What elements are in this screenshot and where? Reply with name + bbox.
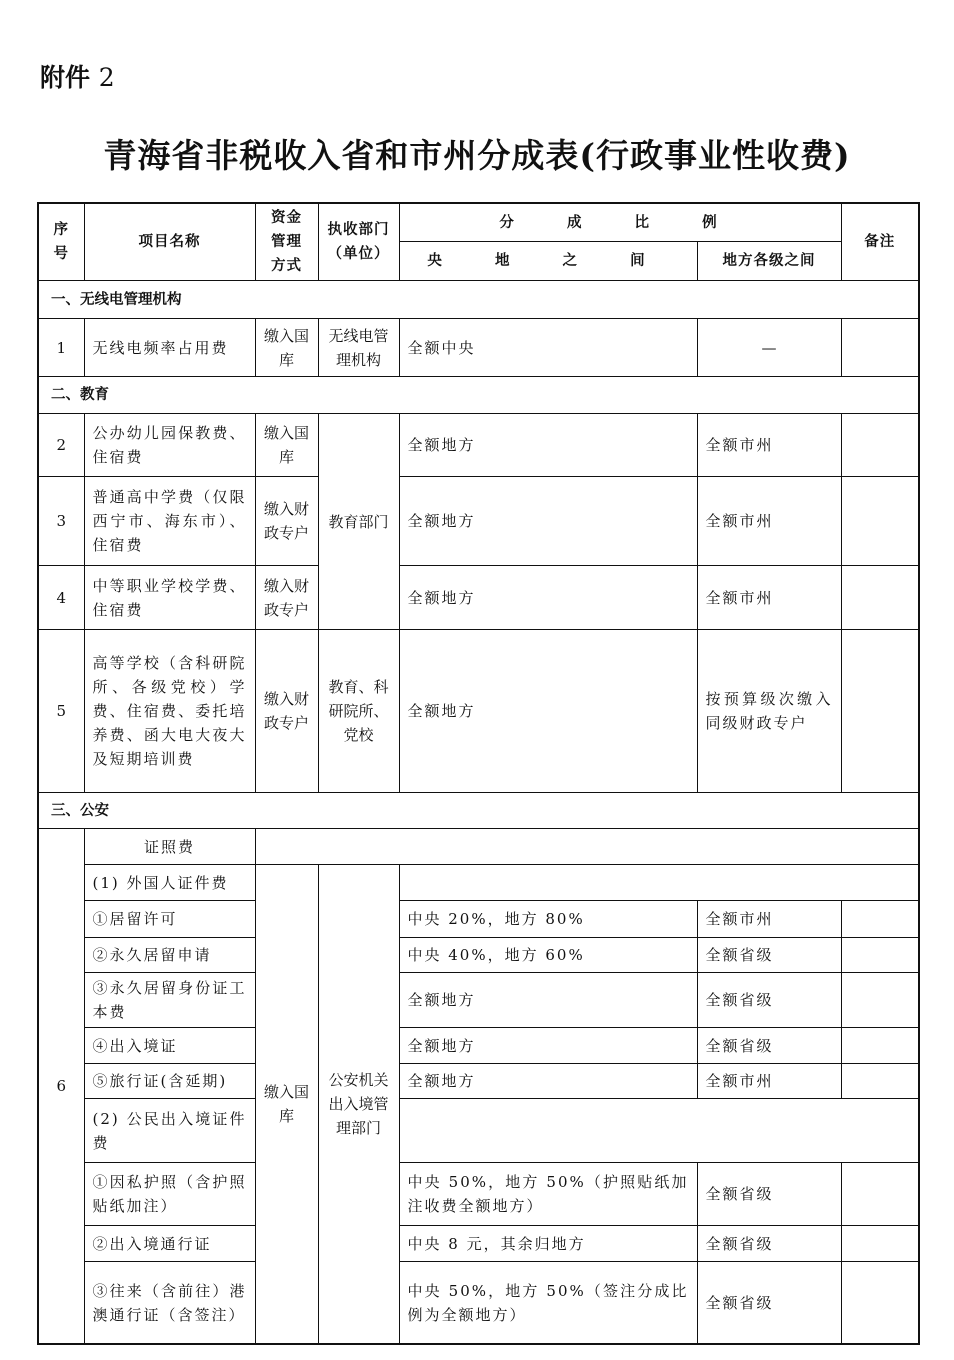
row-local: 全额省级 [697, 938, 841, 973]
row-central: 中央 8 元，其余归地方 [399, 1226, 697, 1262]
row-remark [841, 630, 919, 793]
row-seq: 6 [38, 829, 84, 1344]
header-fund-mgmt: 资金管理方式 [255, 203, 318, 281]
row-dept: 无线电管理机构 [318, 319, 399, 377]
table-row [38, 477, 919, 566]
row-local: 按预算级次缴入同级财政专户 [697, 630, 841, 793]
row-name: 证照费 [84, 829, 255, 865]
row-name: 中等职业学校学费、住宿费 [84, 566, 255, 630]
row-name: ⑤旅行证(含延期) [84, 1064, 255, 1099]
row-remark [841, 319, 919, 377]
row-remark [841, 414, 919, 477]
row-fund: 缴入财政专户 [255, 630, 318, 793]
row-local: 全额市州 [697, 477, 841, 566]
row-local: 全额省级 [697, 1262, 841, 1344]
row-name: ①因私护照（含护照贴纸加注） [84, 1163, 255, 1226]
row-local: 全额省级 [697, 1028, 841, 1064]
row-central: 全额地方 [399, 630, 697, 793]
row-central: 中央 20%，地方 80% [399, 901, 697, 938]
header-remark: 备注 [841, 203, 919, 281]
row-name: ②出入境通行证 [84, 1226, 255, 1262]
row-fund: 缴入国库 [255, 414, 318, 477]
table-row [38, 1099, 919, 1163]
row-empty [399, 1099, 919, 1163]
row-name: (2) 公民出入境证件费 [84, 1099, 255, 1163]
header-dept: 执收部门（单位） [318, 203, 399, 281]
header-item: 项目名称 [84, 203, 255, 281]
row-central: 全额地方 [399, 1028, 697, 1064]
row-central: 全额地方 [399, 973, 697, 1028]
table-row [38, 630, 919, 793]
row-remark [841, 566, 919, 630]
row-remark [841, 1262, 919, 1344]
row-local: 全额省级 [697, 1226, 841, 1262]
header-seq: 序号 [38, 203, 84, 281]
row-central: 全额地方 [399, 566, 697, 630]
row-name: 普通高中学费（仅限西宁市、海东市）、住宿费 [84, 477, 255, 566]
row-remark [841, 938, 919, 973]
table-row [38, 319, 919, 377]
row-seq: 2 [38, 414, 84, 477]
row-fund: 缴入财政专户 [255, 566, 318, 630]
row-name: ③永久居留身份证工本费 [84, 973, 255, 1028]
row-remark [841, 477, 919, 566]
table-row [38, 414, 919, 477]
row-local: 全额市州 [697, 901, 841, 938]
row-empty [255, 829, 919, 865]
row-local: 全额省级 [697, 1163, 841, 1226]
section-public-security: 三、公安 [38, 793, 919, 829]
row-seq: 4 [38, 566, 84, 630]
row-name: 高等学校（含科研院所、各级党校）学费、住宿费、委托培养费、函大电大夜大及短期培训费 [84, 630, 255, 793]
table-row [38, 1226, 919, 1262]
row-fund: 缴入财政专户 [255, 477, 318, 566]
row-remark [841, 1028, 919, 1064]
attachment-number: 2 [98, 63, 115, 92]
row-central: 全额地方 [399, 1064, 697, 1099]
row-central: 全额地方 [399, 414, 697, 477]
attachment-text: 附件 [40, 63, 91, 92]
row-name: 无线电频率占用费 [84, 319, 255, 377]
row-name: 公办幼儿园保教费、住宿费 [84, 414, 255, 477]
table-row [38, 938, 919, 973]
table-row [38, 901, 919, 938]
header-local-levels: 地方各级之间 [697, 242, 841, 281]
row-fund: 缴入国库 [255, 319, 318, 377]
row-empty [399, 865, 919, 901]
row-remark [841, 1064, 919, 1099]
header-central-local: 央 地 之 间 [399, 242, 697, 281]
table-row [38, 829, 919, 865]
table-row [38, 973, 919, 1028]
row-dept: 教育部门 [318, 414, 399, 630]
row-name: (1) 外国人证件费 [84, 865, 255, 901]
section-education: 二、教育 [38, 377, 919, 414]
attachment-label [40, 58, 115, 94]
row-seq: 5 [38, 630, 84, 793]
table-row [38, 566, 919, 630]
row-name: ②永久居留申请 [84, 938, 255, 973]
document-title: 青海省非税收入省和市州分成表(行政事业性收费) [103, 136, 851, 175]
row-local: 全额市州 [697, 414, 841, 477]
row-local: 全额市州 [697, 1064, 841, 1099]
row-central: 中央 50%，地方 50%（护照贴纸加注收费全额地方） [399, 1163, 697, 1226]
row-fund: 缴入国库 [255, 865, 318, 1344]
row-local: — [697, 319, 841, 377]
row-name: ③往来（含前往）港澳通行证（含签注） [84, 1262, 255, 1344]
section-radio: 一、无线电管理机构 [38, 281, 919, 319]
row-remark [841, 973, 919, 1028]
row-name: ①居留许可 [84, 901, 255, 938]
table-row [38, 1163, 919, 1226]
row-name: ④出入境证 [84, 1028, 255, 1064]
table-row [38, 1028, 919, 1064]
row-central: 全额中央 [399, 319, 697, 377]
row-remark [841, 901, 919, 938]
row-remark [841, 1226, 919, 1262]
row-central: 全额地方 [399, 477, 697, 566]
row-central: 中央 50%，地方 50%（签注分成比例为全额地方） [399, 1262, 697, 1344]
row-dept: 公安机关出入境管理部门 [318, 865, 399, 1344]
row-local: 全额市州 [697, 566, 841, 630]
row-central: 中央 40%，地方 60% [399, 938, 697, 973]
revenue-split-table [37, 202, 920, 1345]
row-seq: 3 [38, 477, 84, 566]
row-dept: 教育、科研院所、党校 [318, 630, 399, 793]
table-row [38, 1064, 919, 1099]
row-seq: 1 [38, 319, 84, 377]
table-row [38, 1262, 919, 1344]
row-remark [841, 1163, 919, 1226]
row-local: 全额省级 [697, 973, 841, 1028]
header-ratio: 分 成 比 例 [399, 203, 841, 242]
table-row [38, 865, 919, 901]
